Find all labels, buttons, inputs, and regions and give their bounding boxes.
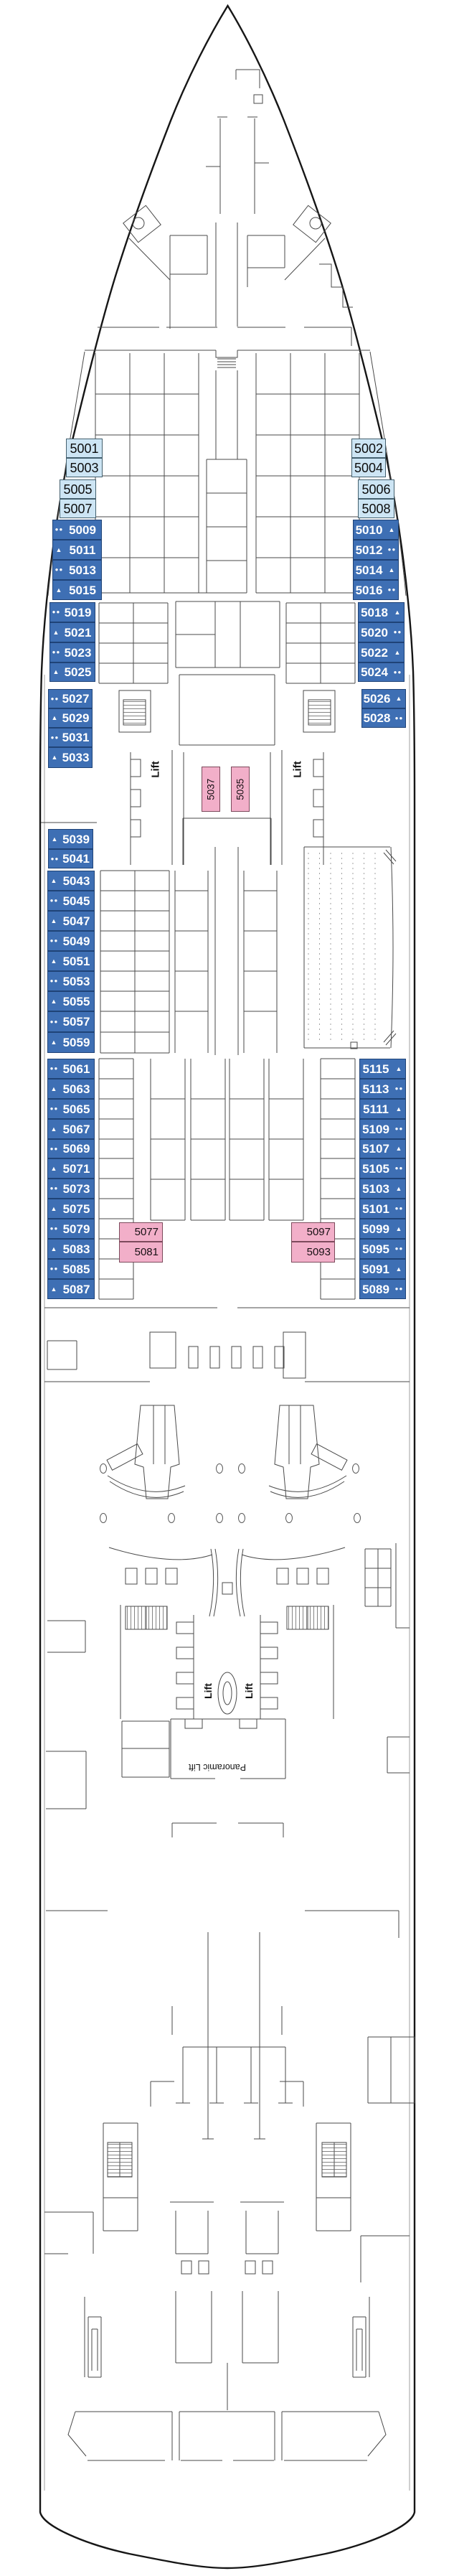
two-dots-berth-icon: ●● <box>49 937 59 944</box>
two-dots-berth-icon: ●● <box>49 1145 59 1152</box>
cabin-5016[interactable] <box>353 580 399 600</box>
two-dots-berth-icon: ●● <box>49 1018 59 1025</box>
cabin-number: 5043 <box>62 874 90 888</box>
cabin-5043[interactable] <box>47 871 95 891</box>
cabin-number: 5013 <box>69 563 96 577</box>
triangle-berth-icon: ▲ <box>50 1125 58 1133</box>
cabin-number: 5003 <box>70 460 99 475</box>
cabin-5113[interactable] <box>359 1079 406 1099</box>
two-dots-berth-icon: ●● <box>55 526 64 533</box>
cabin-5041[interactable] <box>48 849 93 868</box>
cabin-number: 5001 <box>70 441 99 456</box>
cabin-number: 5067 <box>62 1122 90 1136</box>
two-dots-berth-icon: ●● <box>394 1205 404 1212</box>
cabin-number: 5081 <box>134 1246 159 1258</box>
triangle-berth-icon: ▲ <box>394 648 402 656</box>
two-dots-berth-icon: ●● <box>394 1165 404 1171</box>
cabin-5022[interactable] <box>358 642 405 662</box>
cabin-5067[interactable] <box>47 1119 95 1139</box>
cabin-5029[interactable] <box>48 708 93 728</box>
triangle-berth-icon: ▲ <box>395 1184 403 1192</box>
cabin-5047[interactable] <box>47 911 95 931</box>
triangle-berth-icon: ▲ <box>394 608 402 616</box>
cabin-number: 5107 <box>362 1142 389 1156</box>
triangle-berth-icon: ▲ <box>52 668 60 675</box>
triangle-berth-icon: ▲ <box>50 1285 58 1293</box>
cabin-5006[interactable] <box>358 479 394 499</box>
cabin-5008[interactable] <box>358 499 394 518</box>
cabin-5012[interactable] <box>353 540 399 560</box>
cabin-number: 5026 <box>363 692 391 706</box>
two-dots-berth-icon: ●● <box>49 1065 59 1072</box>
cabin-5007[interactable] <box>60 499 96 518</box>
cabin-5002[interactable] <box>351 439 386 458</box>
two-dots-berth-icon: ●● <box>49 1185 59 1191</box>
cabin-number: 5077 <box>134 1226 159 1238</box>
panoramic-lift-oval <box>218 1672 237 1714</box>
panoramic-lift-label: Panoramic Lift <box>189 1762 246 1772</box>
cabin-number: 5093 <box>306 1246 331 1258</box>
cabin-5019[interactable] <box>49 602 95 622</box>
triangle-berth-icon: ▲ <box>51 835 59 843</box>
cabin-5057[interactable] <box>47 1011 95 1032</box>
cabin-number: 5059 <box>62 1036 90 1049</box>
two-dots-berth-icon: ●● <box>387 546 397 553</box>
cabin-number: 5028 <box>363 711 391 725</box>
triangle-berth-icon: ▲ <box>50 876 58 884</box>
triangle-berth-icon: ▲ <box>395 1064 403 1072</box>
cabin-number: 5069 <box>62 1142 90 1156</box>
triangle-berth-icon: ▲ <box>50 1204 58 1212</box>
cabin-5079[interactable] <box>47 1219 95 1239</box>
stairs-icon <box>308 700 331 725</box>
cabin-5105[interactable] <box>359 1158 406 1179</box>
aft-cabin-grid <box>99 1059 355 1299</box>
cabin-number: 5055 <box>62 994 90 1008</box>
midship-band <box>44 1308 410 1382</box>
cabin-5107[interactable] <box>359 1139 406 1158</box>
cabin-number: 5087 <box>62 1282 90 1296</box>
stairs-icon <box>287 1606 328 1629</box>
cabin-number: 5035 <box>235 778 246 800</box>
cabin-5014[interactable] <box>353 560 399 580</box>
lift-label-forward-port: Lift <box>149 761 162 778</box>
cabin-number: 5109 <box>362 1122 389 1136</box>
cabin-5051[interactable] <box>47 951 95 971</box>
cabin-number: 5049 <box>62 934 90 948</box>
triangle-berth-icon: ▲ <box>395 1224 403 1232</box>
triangle-berth-icon: ▲ <box>50 1245 58 1252</box>
lounge-area <box>47 1405 410 1719</box>
triangle-berth-icon: ▲ <box>50 957 58 965</box>
cabin-number: 5105 <box>362 1161 389 1176</box>
triangle-berth-icon: ▲ <box>50 997 58 1005</box>
cabin-number: 5095 <box>362 1242 389 1256</box>
lift-label-midship-starboard: Lift <box>243 1683 255 1699</box>
cabin-number: 5019 <box>64 605 92 619</box>
cabin-5069[interactable] <box>47 1139 95 1158</box>
two-dots-berth-icon: ●● <box>394 1285 404 1292</box>
cabin-number: 5079 <box>62 1222 90 1236</box>
two-dots-berth-icon: ●● <box>49 1105 59 1112</box>
cabin-number: 5012 <box>355 543 383 557</box>
two-dots-berth-icon: ●● <box>49 978 59 984</box>
cabin-number: 5020 <box>361 625 388 640</box>
cabin-5025[interactable] <box>49 662 95 682</box>
two-dots-berth-icon: ●● <box>50 734 60 741</box>
triangle-berth-icon: ▲ <box>51 714 59 721</box>
cabin-number: 5025 <box>64 665 92 679</box>
two-dots-berth-icon: ●● <box>55 566 64 573</box>
cabin-5061[interactable] <box>47 1059 95 1079</box>
cabin-number: 5041 <box>62 852 90 866</box>
cabin-5026[interactable] <box>361 689 406 708</box>
cabin-5093[interactable] <box>291 1242 335 1263</box>
cabin-5073[interactable] <box>47 1179 95 1199</box>
triangle-berth-icon: ▲ <box>388 566 396 573</box>
two-dots-berth-icon: ●● <box>394 1125 404 1132</box>
stairs-icon <box>108 2142 132 2177</box>
two-dots-berth-icon: ●● <box>49 1225 59 1232</box>
cabin-5020[interactable] <box>358 622 405 642</box>
cabin-5115[interactable] <box>359 1059 406 1079</box>
cabin-number: 5075 <box>62 1202 90 1216</box>
cabin-number: 5016 <box>355 583 383 597</box>
cabin-5027[interactable] <box>48 689 93 708</box>
cabin-number: 5024 <box>361 665 388 679</box>
cabin-5097[interactable] <box>291 1222 335 1242</box>
cabin-number: 5015 <box>69 583 96 597</box>
triangle-berth-icon: ▲ <box>395 695 403 702</box>
theatre-boundary <box>304 847 396 1048</box>
cabin-5003[interactable] <box>66 458 103 477</box>
cabin-5035[interactable] <box>231 767 250 812</box>
cabin-5055[interactable] <box>47 991 95 1011</box>
cabin-number: 5115 <box>362 1062 389 1076</box>
cabin-number: 5061 <box>62 1062 90 1076</box>
cabin-5091[interactable] <box>359 1259 406 1279</box>
hull-outline <box>40 6 415 2568</box>
midship-cabin-grid <box>100 847 396 1055</box>
cabin-5031[interactable] <box>48 728 93 747</box>
cabin-number: 5004 <box>354 460 384 475</box>
cabin-number: 5014 <box>355 563 383 577</box>
triangle-berth-icon: ▲ <box>52 628 60 636</box>
cabin-5005[interactable] <box>60 479 96 499</box>
cabin-5087[interactable] <box>47 1279 95 1299</box>
cabin-5045[interactable] <box>47 891 95 911</box>
cabin-5033[interactable] <box>48 747 93 768</box>
triangle-berth-icon: ▲ <box>50 1085 58 1092</box>
triangle-berth-icon: ▲ <box>55 586 63 594</box>
cabin-5083[interactable] <box>47 1239 95 1259</box>
triangle-berth-icon: ▲ <box>395 1105 403 1113</box>
triangle-berth-icon: ▲ <box>55 545 63 553</box>
cabin-5071[interactable] <box>47 1158 95 1179</box>
cabin-5059[interactable] <box>47 1032 95 1053</box>
cabin-5053[interactable] <box>47 971 95 991</box>
cabin-5099[interactable] <box>359 1219 406 1239</box>
cabin-5011[interactable] <box>52 540 102 560</box>
cabin-5009[interactable] <box>52 520 102 540</box>
cabin-number: 5053 <box>62 974 90 988</box>
cabin-number: 5083 <box>62 1242 90 1256</box>
two-dots-berth-icon: ●● <box>52 609 61 615</box>
two-dots-berth-icon: ●● <box>394 714 404 721</box>
cabin-number: 5111 <box>363 1102 389 1116</box>
cabin-5111[interactable] <box>359 1099 406 1119</box>
cabin-number: 5027 <box>62 692 90 706</box>
cabin-number: 5065 <box>62 1102 90 1116</box>
triangle-berth-icon: ▲ <box>50 1039 58 1046</box>
stairs-icon <box>123 700 146 725</box>
cabin-number: 5089 <box>362 1282 389 1296</box>
cabin-number: 5113 <box>362 1082 389 1096</box>
cabin-number: 5005 <box>63 482 93 497</box>
cabin-number: 5047 <box>62 914 90 928</box>
cabin-5077[interactable] <box>119 1222 163 1242</box>
theatre-seating-rows <box>308 853 375 1042</box>
cabin-5039[interactable] <box>48 829 93 849</box>
cabin-5024[interactable] <box>358 662 405 682</box>
cabin-5063[interactable] <box>47 1079 95 1099</box>
cabin-5004[interactable] <box>351 458 386 477</box>
cabin-number: 5011 <box>69 543 96 557</box>
cabin-5018[interactable] <box>358 602 405 622</box>
cabin-number: 5023 <box>64 645 92 660</box>
cabin-5081[interactable] <box>119 1242 163 1263</box>
cabin-number: 5018 <box>361 605 388 619</box>
cabin-number: 5031 <box>62 731 90 744</box>
cabin-number: 5103 <box>362 1181 389 1196</box>
two-dots-berth-icon: ●● <box>49 1265 59 1272</box>
triangle-berth-icon: ▲ <box>51 754 59 761</box>
cabin-number: 5099 <box>362 1222 389 1236</box>
cabin-number: 5039 <box>62 832 90 846</box>
cabin-number: 5091 <box>362 1262 389 1276</box>
cabin-5037[interactable] <box>202 767 220 812</box>
cabin-number: 5010 <box>355 523 383 537</box>
cabin-5028[interactable] <box>361 708 406 728</box>
two-dots-berth-icon: ●● <box>394 1085 404 1092</box>
cabin-number: 5033 <box>62 751 90 764</box>
cabin-5103[interactable] <box>359 1179 406 1199</box>
cabin-number: 5002 <box>354 441 384 456</box>
stairs-icon <box>126 1606 167 1629</box>
cabin-5010[interactable] <box>353 520 399 540</box>
cabin-5101[interactable] <box>359 1199 406 1219</box>
two-dots-berth-icon: ●● <box>49 897 59 904</box>
cabin-5013[interactable] <box>52 560 102 580</box>
cabin-number: 5037 <box>205 778 217 800</box>
cabin-number: 5073 <box>62 1181 90 1196</box>
lift-label-forward-starboard: Lift <box>291 761 304 778</box>
cabin-5021[interactable] <box>49 622 95 642</box>
cabin-5023[interactable] <box>49 642 95 662</box>
cabin-5075[interactable] <box>47 1199 95 1219</box>
two-dots-berth-icon: ●● <box>393 668 402 675</box>
cabin-5109[interactable] <box>359 1119 406 1139</box>
bow-structures <box>98 70 353 346</box>
cabin-number: 5009 <box>69 523 96 537</box>
aft-structures <box>44 1823 415 2460</box>
cabin-number: 5008 <box>361 501 391 516</box>
two-dots-berth-icon: ●● <box>50 695 60 702</box>
cabin-5065[interactable] <box>47 1099 95 1119</box>
triangle-berth-icon: ▲ <box>50 917 58 924</box>
cabin-5095[interactable] <box>359 1239 406 1259</box>
cabin-number: 5097 <box>306 1226 331 1238</box>
triangle-berth-icon: ▲ <box>395 1145 403 1152</box>
cabin-5089[interactable] <box>359 1279 406 1299</box>
two-dots-berth-icon: ●● <box>393 629 402 635</box>
two-dots-berth-icon: ●● <box>394 1245 404 1252</box>
cabin-5001[interactable] <box>66 439 103 458</box>
cabin-5015[interactable] <box>52 580 102 600</box>
cabin-number: 5085 <box>62 1262 90 1276</box>
cabin-number: 5029 <box>62 711 90 725</box>
cabin-number: 5051 <box>62 954 90 968</box>
cabin-number: 5006 <box>361 482 391 497</box>
two-dots-berth-icon: ●● <box>387 586 397 593</box>
cabin-number: 5045 <box>62 894 90 908</box>
cabin-number: 5071 <box>62 1161 90 1176</box>
triangle-berth-icon: ▲ <box>395 1265 403 1273</box>
cabin-number: 5063 <box>62 1082 90 1096</box>
cabin-number: 5022 <box>361 645 388 660</box>
cabin-number: 5057 <box>62 1015 90 1029</box>
two-dots-berth-icon: ●● <box>52 649 61 655</box>
cabin-number: 5021 <box>64 625 92 640</box>
triangle-berth-icon: ▲ <box>388 525 396 533</box>
triangle-berth-icon: ▲ <box>50 1164 58 1172</box>
two-dots-berth-icon: ●● <box>50 855 60 862</box>
stairs-icon <box>322 2142 346 2177</box>
cabin-number: 5007 <box>63 501 93 516</box>
cabin-number: 5101 <box>362 1202 389 1216</box>
cabin-5049[interactable] <box>47 931 95 951</box>
lift-label-midship-port: Lift <box>202 1683 214 1699</box>
cabin-5085[interactable] <box>47 1259 95 1279</box>
